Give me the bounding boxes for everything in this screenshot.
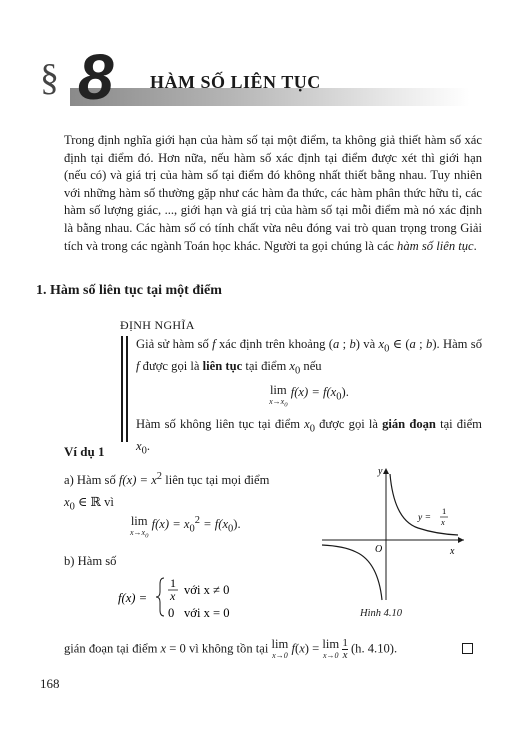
frac-den: x: [170, 589, 176, 603]
ex-sup: 2: [156, 471, 163, 482]
lim-operator: lim x→0: [322, 637, 340, 660]
chapter-number: 8: [78, 41, 114, 113]
ex-func: f(x) = x: [118, 473, 157, 488]
def-sub: 0: [309, 423, 315, 435]
definition-bar: [126, 336, 128, 442]
ex-lim-end: ).: [233, 517, 241, 532]
lim-word: lim: [269, 383, 287, 398]
definition-label: ĐỊNH NGHĨA: [120, 318, 195, 332]
lim-operator: [269, 384, 287, 412]
def-text: xác định trên khoảng (: [215, 337, 333, 351]
brace: [156, 578, 164, 616]
ex-sub: 0: [69, 501, 75, 513]
curve-label: y =: [418, 513, 432, 523]
conc-text: vì không tồn tại: [185, 641, 272, 656]
curve-negative: [322, 545, 382, 600]
lim-operator: [130, 515, 148, 543]
lim-sub-zero: 0: [145, 532, 149, 540]
lim-sub-zero: 0: [284, 401, 288, 409]
intro-paragraph: [64, 132, 482, 255]
curve-label-num: 1: [442, 506, 447, 516]
section-heading: 1. Hàm số liên tục tại một điểm: [36, 283, 222, 298]
ex-sub: 0: [189, 523, 195, 535]
def-var: b: [426, 337, 433, 351]
def-text: được gọi là: [315, 416, 383, 431]
ex-sup: 2: [194, 515, 200, 526]
def-var: b: [349, 337, 356, 351]
def-text: ;: [339, 337, 350, 351]
qed-square: [462, 643, 473, 654]
curve-positive: [390, 474, 458, 535]
def-text: ∈ (: [389, 337, 410, 351]
figure-caption: Hình 4.10: [360, 608, 402, 619]
example-part-b: b) Hàm số: [64, 554, 117, 568]
def-sub: 0: [141, 445, 147, 457]
conc-fx: f: [291, 641, 295, 656]
ex-lim-body: f(x) = x: [151, 517, 190, 532]
y-axis-label: y: [378, 466, 383, 477]
conc-frac-den: x: [342, 649, 348, 661]
conc-frac-num: 1: [342, 637, 348, 649]
def-text: tại điểm: [242, 359, 290, 374]
definition-text: [136, 336, 482, 460]
piece-case1: với x ≠ 0: [184, 583, 230, 597]
example-conclusion: gián đoạn tại điểm x = 0 vì không tồn tại lim x→0 f(x) = lim x→0 $\frac{1}{x}$ (h. 4.10).: [64, 637, 398, 661]
ex-text: a) Hàm số: [64, 473, 119, 488]
intro-end: .: [473, 238, 477, 253]
definition-formula: [136, 384, 482, 412]
page-number: 168: [40, 676, 60, 691]
conc-text: (h. 4.10).: [347, 641, 398, 656]
piecewise-function: [118, 572, 298, 626]
def-text: ) và: [355, 337, 379, 351]
def-text: được gọi là: [139, 359, 203, 374]
conc-var: x: [160, 641, 167, 656]
def-var: x: [289, 359, 295, 374]
example-title: Ví dụ 1: [64, 444, 105, 459]
ex-text: ∈ ℝ vì: [74, 495, 114, 510]
def-text: ). Hàm số: [432, 337, 482, 351]
ex-lim-mid: = f(x: [199, 517, 229, 532]
intro-text: Trong định nghĩa giới hạn của hàm số tại một điểm, ta không giả thiết hàm số xác định tại điểm đó. Hơn nữa, nếu hàm số xác định tại điểm được xét thì giới hạn (nếu có) và giá trị của hàm số tại điểm đó không nhất thiết bằng nhau. Tuy nhiên với những hàm số thường gặp như các hàm đa thức, các hàm phân thức hữu tỉ, các hàm số lượng giác, ..., giới hạn và giá trị của hàm số tại mỗi điểm mà nó xác định là bằng nhau. Các hàm số có tính chất vừa nêu đóng vai trò quan trọng trong Giải tích và trong các ngành Toán học khác. Người ta gọi chúng là các: [64, 133, 482, 253]
intro-emphasis: hàm số liên tục: [397, 238, 474, 253]
def-var: x: [378, 337, 385, 351]
def-text: Giả sử hàm số: [136, 337, 213, 351]
formula-end: ).: [341, 385, 349, 400]
ex-text: liên tục tại mọi điểm: [162, 473, 270, 488]
lim-word: lim: [322, 637, 340, 651]
frac-num: 1: [170, 576, 176, 590]
origin-label: O: [375, 544, 383, 555]
lim-sub: x→x: [269, 397, 285, 407]
def-var: f: [136, 359, 140, 374]
def-sub: 0: [295, 365, 301, 377]
def-text: nếu: [300, 359, 322, 374]
piecewise-svg: [118, 572, 298, 622]
def-sub: 0: [384, 343, 390, 355]
def-var: a: [333, 337, 340, 351]
def-var: a: [409, 337, 416, 351]
def-bold: liên tục: [202, 359, 243, 374]
def-text: Hàm số không liên tục tại điểm: [136, 416, 305, 431]
lim-sub: x→x: [130, 528, 146, 537]
example-formula: [130, 515, 241, 543]
def-bold: gián đoạn: [382, 416, 436, 431]
section-sign: §: [40, 57, 59, 99]
def-var: x: [304, 416, 310, 431]
lim-operator: lim x→0: [271, 637, 289, 660]
y-arrow: [383, 468, 389, 474]
formula-sub: 0: [336, 391, 342, 403]
x-axis-label: x: [450, 546, 455, 557]
def-text: tại điểm: [435, 416, 482, 431]
piece-case2: với x = 0: [184, 606, 230, 620]
piece-func: f(x) =: [118, 591, 148, 605]
formula-body: f(x) = f(x: [290, 385, 337, 400]
chapter-title: HÀM SỐ LIÊN TỤC: [150, 72, 321, 92]
example-part-a: [64, 466, 269, 519]
ex-sub: 0: [228, 523, 234, 535]
hyperbola-figure: [318, 464, 468, 604]
piece-val2: 0: [168, 606, 175, 620]
ex-var: x: [64, 495, 70, 510]
lim-word: lim: [130, 514, 148, 528]
conc-text: gián đoạn tại điểm: [64, 641, 161, 656]
def-var: x: [136, 438, 142, 453]
conc-zero: 0: [179, 641, 186, 656]
def-text: ;: [415, 337, 427, 351]
definition-bar: [121, 336, 123, 442]
def-var: f: [212, 337, 216, 351]
curve-label-den: x: [441, 517, 445, 527]
x-arrow: [458, 537, 464, 543]
lim-word: lim: [271, 637, 289, 651]
def-text: .: [146, 438, 150, 453]
